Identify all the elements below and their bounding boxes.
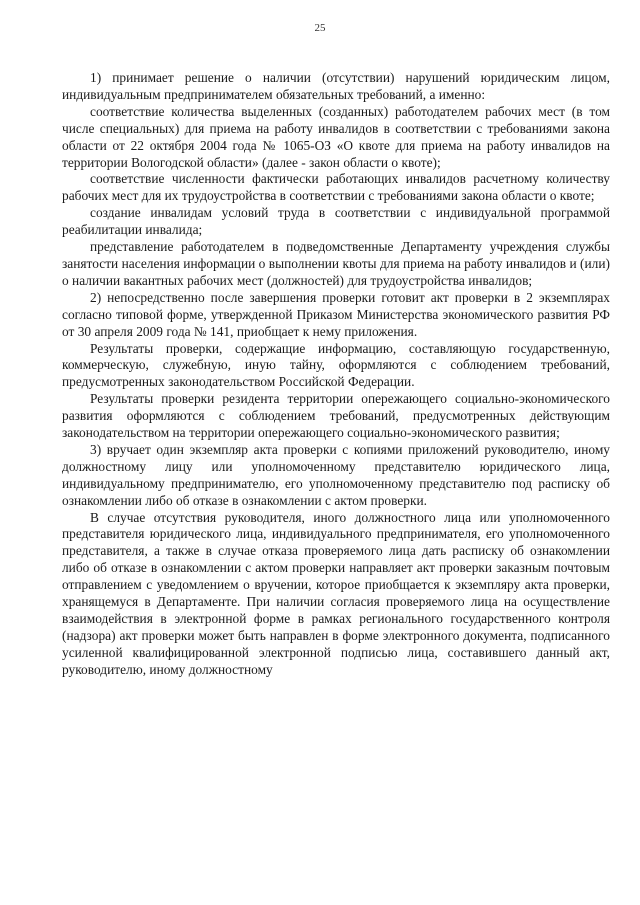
paragraph-resident-results: Результаты проверки резидента территории опережающего социально-экономического развития оформляются с соблюдением требований, предусмотренных действующим законодательством на территории опережающего социально-экономического развития; — [62, 391, 610, 441]
paragraph-act-delivery: 3) вручает один экземпляр акта проверки с копиями приложений руководителю, иному должностному лицу или уполномоченному представителю юридического лица, индивидуальному предпринимателю, его уполномоченному представителю под расписку об ознакомлении либо об отказе в ознакомлении с актом проверки. — [62, 441, 610, 508]
paragraph-secret-results: Результаты проверки, содержащие информацию, составляющую государственную, коммерческую, служебную, иную тайну, оформляются с соблюдением требований, предусмотренных законодательством Российской Федерации. — [62, 340, 610, 390]
paragraph-working-conditions: создание инвалидам условий труда в соответствии с индивидуальной программой реабилитации инвалида; — [62, 205, 610, 238]
paragraph-decision: 1) принимает решение о наличии (отсутствии) нарушений юридическим лицом, индивидуальным предпринимателем обязательных требований, а именно: — [62, 70, 610, 102]
paragraph-quota-jobs: соответствие количества выделенных (созданных) работодателем рабочих мест (в том числе специальных) для приема на работу инвалидов в соответствии с требованиями закона области от 22 октября 2004 года № 1065-ОЗ «О квоте для приема на работу инвалидов на территории Вологодской области» (далее - закон области о квоте); — [62, 103, 610, 170]
paragraph-absence-case: В случае отсутствия руководителя, иного должностного лица или уполномоченного представителя юридического лица, индивидуального предпринимателя, его уполномоченного представителя, а также в случае отказа проверяемого лица дать расписку об ознакомлении либо об отказе в ознакомлении с актом проверки направляет акт проверки заказным почтовым отправлением с уведомлением о вручении, которое приобщается к экземпляру акта проверки, хранящемуся в Департаменте. При наличии согласия проверяемого лица на осуществление взаимодействия в электронной форме в рамках регионального государственного контроля (надзора) акт проверки может быть направлен в форме электронного документа, подписанного усиленной квалифицированной электронной подписью лица, составившего данный акт, руководителю, иному должностному — [62, 509, 610, 677]
document-body — [62, 70, 610, 679]
paragraph-inspection-act: 2) непосредственно после завершения проверки готовит акт проверки в 2 экземплярах согласно типовой форме, утвержденной Приказом Министерства экономического развития РФ от 30 апреля 2009 года № 141, приобщает к нему приложения. — [62, 289, 610, 339]
page-number: 25 — [314, 22, 326, 34]
paragraph-employed-count: соответствие численности фактически работающих инвалидов расчетному количеству рабочих мест для их трудоустройства в соответствии с требованиями закона области о квоте; — [62, 171, 610, 204]
paragraph-employer-reporting: представление работодателем в подведомственные Департаменту учреждения службы занятости населения информации о выполнении квоты для приема на работу инвалидов и (или) о наличии вакантных рабочих мест (должностей) для трудоустройства инвалидов; — [62, 239, 610, 288]
